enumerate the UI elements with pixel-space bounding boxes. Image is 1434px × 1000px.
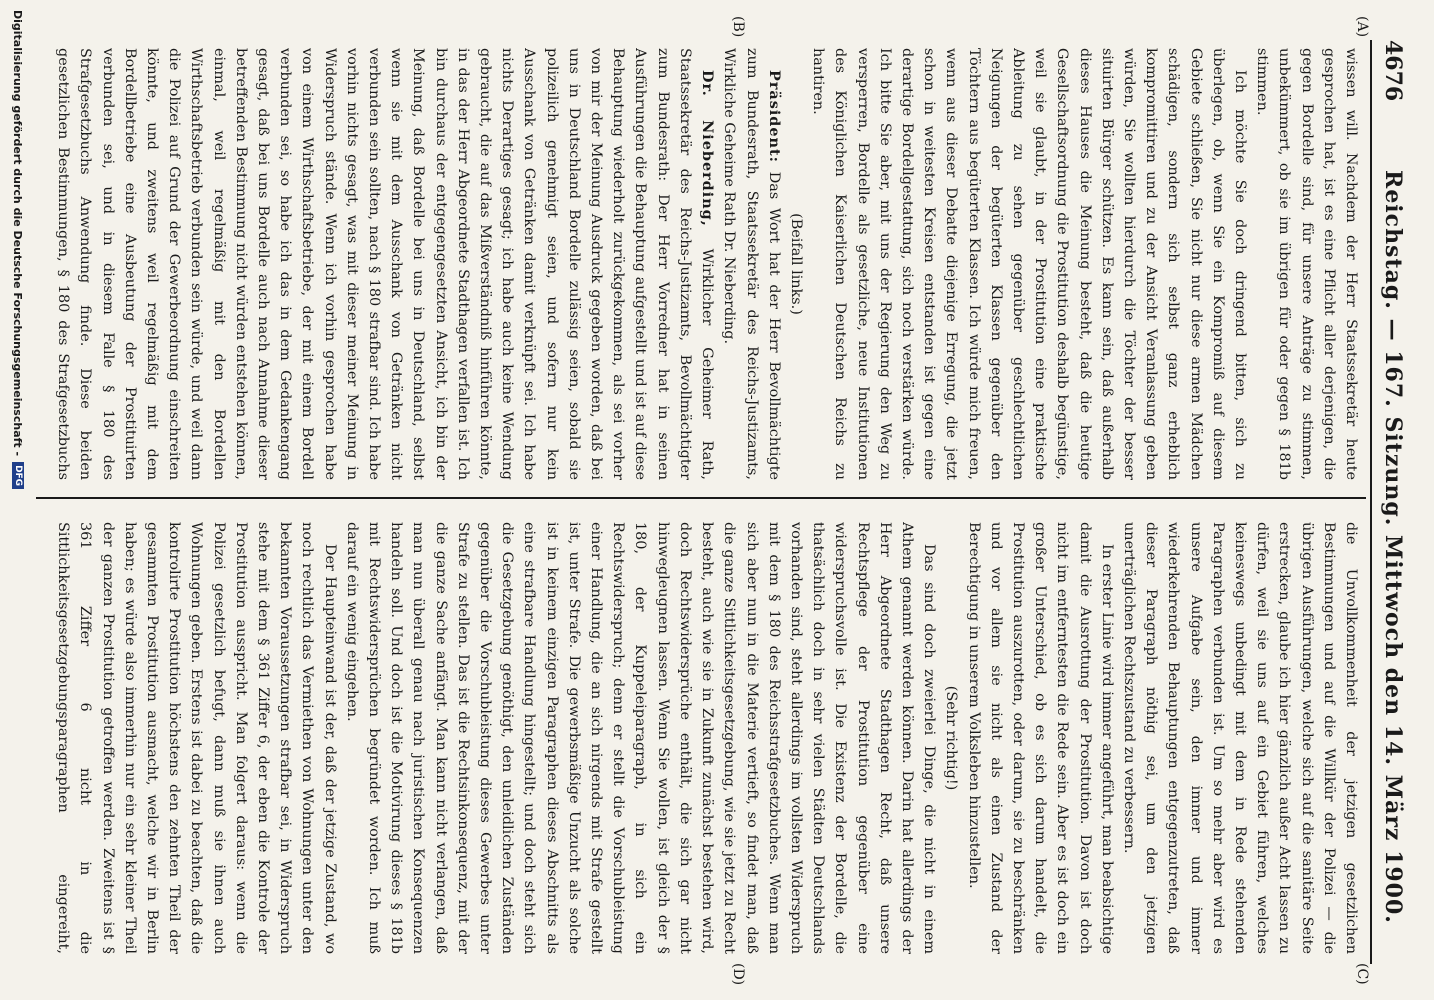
marker-d: (D) (730, 963, 746, 986)
marker-a: (A) (1354, 16, 1370, 38)
speech-text: Wirklicher Geheimer Rath, Staatssekretär des Reichs-Justizamts, Bevollmächtigter zum Bundesrath: Der Herr Vorredner hat in seinen Ausführungen die Behauptung aufgestellt und ist auf diese Behauptung wiederholt zurückgekommen, als sei vorher von mir der Meinung Ausdruck gegeben worden, daß bei uns in Deutschland Bordelle zulässig seien, sobald sie polizeilich genehmigt seien, und sofern nur kein Ausschank von Getränken damit verknüpft sei. Ich habe nichts Derartiges gesagt; ich habe auch keine Wendung gebraucht, die auf das Mißverständniß hinführen könnte, in das der Herr Abgeordnete Stadthagen verfallen ist. Ich bin durchaus der entgegengesetzten Ansicht, ich bin der Meinung, daß Bordelle bei uns in Deutschland, selbst wenn sie mit dem Ausschank von Getränken nicht verbunden sein sollten, nach § 180 strafbar sind. Ich habe vorhin nichts gesagt, was mit dieser meiner Meinung in Widerspruch stände. Wenn ich vorhin gesprochen habe von einem Wirthschaftsbetriebe, der mit einem Bordell verbunden sei, so habe ich das in dem Gedankengang gesagt, daß bei uns Bordelle auch nach Annahme dieser betreffenden Bestimmung nicht würden entstehen können, einmal, weil regelmäßig mit den Bordellen Wirthschaftsbetrieb verbunden sein würde, und weil dann die Polizei auf Grund der Gewerbeordnung einschreiten könnte, und zweitens weil regelmäßig mit dem Bordellbetriebe eine Ausbeutung der Prostituirten verbunden sei, und in diesem Falle § 180 des Strafgesetzbuchs Anwendung finde. Diese beiden gesetzlichen Bestimmungen, § 180 des Strafgesetzbuchs (55, 48, 716, 480)
text-paragraph: die Unvollkommenheit der jetzigen gesetzlichen Bestimmungen und auf die Willkür der Polizei — die übrigen Ausführungen, welche sich auf die sanitäre Seite erstrecken, glaube ich hier gänzlich außer Acht lassen zu dürfen, weil sie uns auf ein Gebiet führen, welches keineswegs unbedingt mit dem in Rede stehenden Paragraphen verbunden ist. Um so mehr aber wird es unsere Aufgabe sein, den immer und immer wiederkehrenden Behauptungen entgegenzutreten, daß dieser Paragraph nöthig sei, um den jetzigen unerträglichen Rechtszustand zu verbessern. (1120, 522, 1359, 954)
applause-note: (Sehr richtig!) (943, 685, 960, 791)
speaker-name: Dr. Nieberding, (699, 70, 717, 227)
page-header (1374, 40, 1412, 964)
page-number: 4676 (1380, 40, 1406, 102)
text-paragraph: wissen will. Nachdem der Herr Staatssekretär heute gesprochen hat, ist es eine Pflicht aller derjenigen, die gegen Bordelle sind, für unsere Anträge zu stimmen, unbekümmert, ob sie im übrigen für oder gegen § 181b stimmen. (1254, 48, 1359, 480)
text-paragraph: Ich möchte Sie doch dringend bitten, sich zu überlegen, ob, wenn Sie ein Kompromiß auf diesem Gebiete schließen, Sie nicht nur diese armen Mädchen schädigen, sondern sich selbst ganz erheblich kompromittiren und zu der Ansicht Veranlassung geben würden, Sie wollten hierdurch die Töchter der besser situirten Bürger schützen. Es kann sein, daß außerhalb dieses Hauses die Meinung besteht, daß die heutige Gesellschaftsordnung die Prostitution deshalb begünstige, weil sie glaubt, in der Prostitution eine praktische Ableitung zu sehen gegenüber geschlechtlichen Neigungen der begüterten Klassen gegenüber den Töchtern aus begüterten Klassen. Ich würde mich freuen, wenn aus dieser Debatte diejenige Erregung, die jetzt schon in weitesten Kreisen entstanden ist gegen eine derartige Bordellgestattung, sich noch verstärken würde. Ich bitte Sie aber, mit uns der Regierung den Weg zu versperren, Bordelle als gesetzliche, neue Institutionen des Königlichen Kaiserlichen Deutschen Reichs zu hantiren. (810, 48, 1248, 480)
speech-text: Das Wort hat der Herr Bevollmächtigte zum Bundesrath, Staatssekretär des Reichs-Justizamts, Wirkliche Geheime Rath Dr. Nieberding. (721, 48, 782, 480)
marker-c: (C) (1354, 963, 1370, 985)
dfg-logo: DFG (12, 462, 24, 489)
text-paragraph: Das sind doch zweierlei Dinge, die nicht in einem Athem genannt werden können. Darin hat allerdings der Herr Abgeordnete Stadthagen Recht, daß unsere Rechtspflege der Prostitution gegenüber eine widerspruchsvolle ist. Die Existenz der Bordelle, die thatsächlich doch in sehr vielen Städten Deutschlands vorhanden sind, steht allerdings im vollsten Widerspruch mit dem § 180 des Reichsstrafgesetzbuches. Wenn man sich aber nun in die Materie vertieft, so findet man, daß die ganze Sittlichkeitsgesetzgebung, wie sie jetzt zu Recht besteht, auch wie sie in Zukunft zunächst bestehen wird, doch Rechtswidersprüche enthält, die sich gar nicht hinwegleugnen lassen. Wenn Sie wollen, ist gleich der § 180, der Kuppeleiparagraph, in sich ein Rechtswiderspruch; denn er stellt die Vorschubleistung einer Handlung, die an sich nirgends mit Strafe gestellt ist, unter Strafe. Die gewerbsmäßige Unzucht als solche ist in keinem einzigen Paragraphen dieses Abschnitts als eine strafbare Handlung hingestellt; und doch steht sich die Gesetzgebung genöthigt, den unleidlichen Zuständen gegenüber die Vorschubleistung dieses Gewerbes unter Strafe zu stellen. Das ist die Rechtsinkonsequenz, mit der die ganze Sache anfängt. Man kann nicht verlangen, daß man nun überall genau nach juristischen Konsequenzen handeln soll. Und doch ist die Motivirung dieses § 181b mit Rechtswidersprüchen begründet worden. Ich muß darauf ein wenig eingehen. (343, 522, 938, 954)
left-text-column (52, 48, 1362, 480)
speech-paragraph (52, 48, 718, 480)
right-text-column (52, 522, 1362, 954)
credit-text: Digitalisierung gefördert durch die Deutsche Forschungsgemeinschaft - (11, 10, 25, 457)
text-paragraph: Der Haupteinwand ist der, daß der jetzige Zustand, wo noch rechtlich das Vermiethen von Wohnungen unter den bekannten Voraussetzungen strafbar sei, in Widerspruch stehe mit dem § 361 Ziffer 6, der eben die Kontrole der Prostitution ausspricht. Man folgert daraus: wenn die Polizei gesetzlich befugt, dann muß sie ihnen auch Wohnungen geben. Erstens ist dabei zu beachten, daß die kontrolirte Prostitution höchstens den zehnten Theil der gesammten Prostitution ausmacht, welche wir in Berlin haben; es würde also immerhin nur ein sehr kleiner Theil der ganzen Prostitution getroffen werden. Zweitens ist § 361 Ziffer 6 nicht in die Sittlichkeitsgesetzgebungsparagraphen eingereiht, (55, 522, 338, 954)
speech-paragraph (718, 48, 785, 480)
header-rule (1370, 40, 1372, 964)
marker-b: (B) (730, 16, 746, 38)
speaker-name: Präsident: (765, 70, 783, 163)
column-divider (36, 497, 1366, 499)
text-paragraph: In erster Linie wird immer angeführt, man beabsichtige damit die Ausrottung der Prostitution. Davon ist doch nicht im entferntesten die Rede sein. Aber es ist doch ein großer Unterschied, ob es sich darum handelt, die Prostitution auszurotten, oder darum, sie zu beschränken und vor allem sie nicht als einen Zustand der Berechtigung in unserem Volksleben hinzustellen. (965, 522, 1115, 954)
applause-note: (Beifall links.) (787, 213, 804, 315)
digitization-credit (8, 10, 28, 990)
page-title: Reichstag. — 167. Sitzung. Mittwoch den 14. März 1900. (1380, 170, 1406, 924)
